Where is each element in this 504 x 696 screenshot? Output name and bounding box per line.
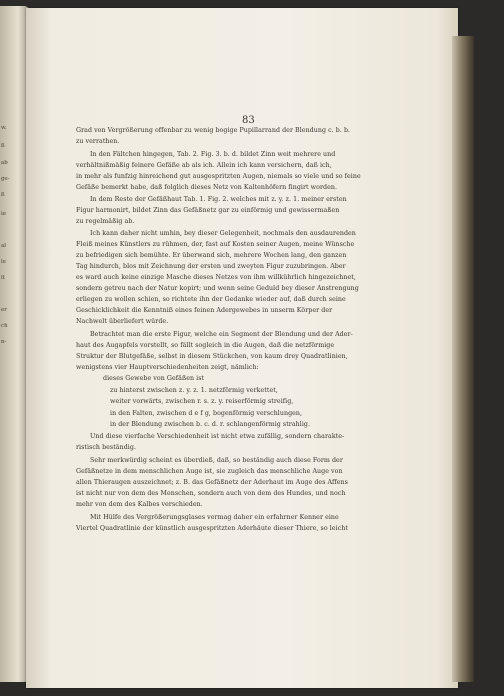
text-line: Tag hindurch, blos mit Zeichnung der ersten und zweyten Figur zuzubringen. Aber bbox=[76, 263, 346, 270]
text-line: Mit Hülfe des Vergrößerungsglases vermag daher ein erfahrner Kenner eine bbox=[90, 514, 339, 521]
margin-fragment: ie bbox=[1, 211, 7, 217]
text-line: sondern getreu nach der Natur kopirt; und wenn seine Geduld bey dieser Anstrengung bbox=[76, 285, 359, 292]
text-line: Und diese vierfache Verschiedenheit ist nicht etwa zufällig, sondern charakte- bbox=[90, 433, 345, 440]
text-line: Fleiß meines Künstlers zu rühmen, der, fast auf Kosten seiner Augen, meine Wünsche bbox=[76, 241, 355, 248]
margin-fragment: er bbox=[1, 307, 7, 313]
text-line: erliegen zu wollen schien, so richtete ihn der Gedanke wieder auf, daß durch seine bbox=[76, 296, 346, 303]
margin-fragment: w. bbox=[1, 125, 7, 131]
page-body-text bbox=[26, 8, 458, 688]
margin-fragment: n- bbox=[1, 339, 7, 345]
text-line: Struktur der Blutgefäße, selbst in diesem Stückchen, von kaum drey Quadratlinien, bbox=[76, 353, 348, 360]
text-line: Grad von Vergrößerung offenbar zu wenig bogige Pupillarrand der Blendung c. b. b. bbox=[76, 127, 351, 134]
text-line: dieses Gewebe von Gefäßen ist bbox=[103, 375, 205, 382]
margin-fragment: ab bbox=[1, 160, 8, 166]
margin-fragment: ß bbox=[1, 143, 5, 149]
book-cover-edge bbox=[452, 36, 474, 682]
text-line: Gefäße bemerkt habe, daß folglich dieses Netz von Kaltenhöfern fingirt worden. bbox=[76, 184, 338, 191]
text-line: ristisch beständig. bbox=[76, 444, 136, 451]
margin-fragment: le bbox=[1, 259, 7, 265]
margin-fragment: lt bbox=[1, 275, 5, 281]
text-line: zu verrathen. bbox=[76, 138, 120, 145]
margin-fragment: ß bbox=[1, 192, 5, 198]
text-line: Betrachtet man die erste Figur, welche ein Segment der Blendung und der Ader- bbox=[90, 331, 353, 338]
text-line: Gefäßnetze in dem menschlichen Auge ist, sie zugleich das menschliche Auge von bbox=[76, 468, 343, 475]
text-line: Figur harmonirt, bildet Zinn das Gefäßnetz gar zu einförmig und gewissermaßen bbox=[76, 207, 340, 214]
margin-fragment: ge- bbox=[1, 176, 10, 182]
text-line: es ward auch keine einzige Masche dieses Netzes von ihm willkührlich hingezeichnet, bbox=[76, 274, 356, 281]
text-line: mehr von dem des Kalbes verschieden. bbox=[76, 501, 203, 508]
text-line: Sehr merkwürdig scheint es überdieß, daß, so beständig auch diese Form der bbox=[90, 457, 343, 464]
text-line: weiter vorwärts, zwischen r. s. z. y. reiserförmig streifig, bbox=[110, 398, 294, 405]
margin-fragment: ch bbox=[1, 323, 8, 329]
text-line: zu hinterst zwischen z. y. z. 1. netzförmig verkettet, bbox=[110, 387, 278, 394]
text-line: zu regelmäßig ab. bbox=[76, 218, 135, 225]
text-line: Viertel Quadratlinie der künstlich ausgespritzten Aderhäute dieser Thiere, so leicht bbox=[76, 525, 348, 532]
text-line: ist nicht nur von dem des Menschen, sondern auch von dem des Hundes, und noch bbox=[76, 490, 346, 497]
text-line: In den Fältchen hingegen, Tab. 2. Fig. 3. b. d. bildet Zinn weit mehrere und bbox=[90, 151, 336, 158]
text-line: Nachwelt überliefert würde. bbox=[76, 318, 169, 325]
text-line: in den Falten, zwischen d e f g, bogenförmig verschlungen, bbox=[110, 410, 303, 417]
book-page bbox=[26, 8, 458, 688]
text-line: verhältnißmäßig feinere Gefäße ab als ich. Allein ich kann versichern, daß ich, bbox=[76, 162, 332, 169]
text-line: haut des Augapfels vorstellt, so fällt sogleich in die Augen, daß die netzförmige bbox=[76, 342, 335, 349]
text-line: zu befriedigen sich bemühte. Er überwand sich, mehrere Wochen lang, den ganzen bbox=[76, 252, 347, 259]
text-line: Geschicklichkeit die Kenntniß eines feinen Adergewebes in unserm Körper der bbox=[76, 307, 333, 314]
text-line: in der Blendung zwischen b. c. d. r. schlangenförmig strahlig. bbox=[110, 421, 311, 428]
text-line: In dem Reste der Gefäßhaut Tab. 1. Fig. 2. welches mit z. y. z. 1. meiner ersten bbox=[90, 196, 347, 203]
text-line: Ich kann daher nicht umhin, bey dieser Gelegenheit, nochmals den ausdaurenden bbox=[90, 230, 356, 237]
text-line: wenigstens vier Hauptverschiedenheiten zeigt, nämlich: bbox=[76, 364, 259, 371]
text-line: allen Thieraugen auszeichnet; z. B. das Gefäßnetz der Aderhaut im Auge des Affens bbox=[76, 479, 348, 486]
text-line: in mehr als funfzig hinreichend gut ausgespritzten Augen, niemals so viele und so feine bbox=[76, 173, 361, 180]
page-number: 83 bbox=[242, 115, 255, 126]
margin-fragment: al bbox=[1, 243, 7, 249]
